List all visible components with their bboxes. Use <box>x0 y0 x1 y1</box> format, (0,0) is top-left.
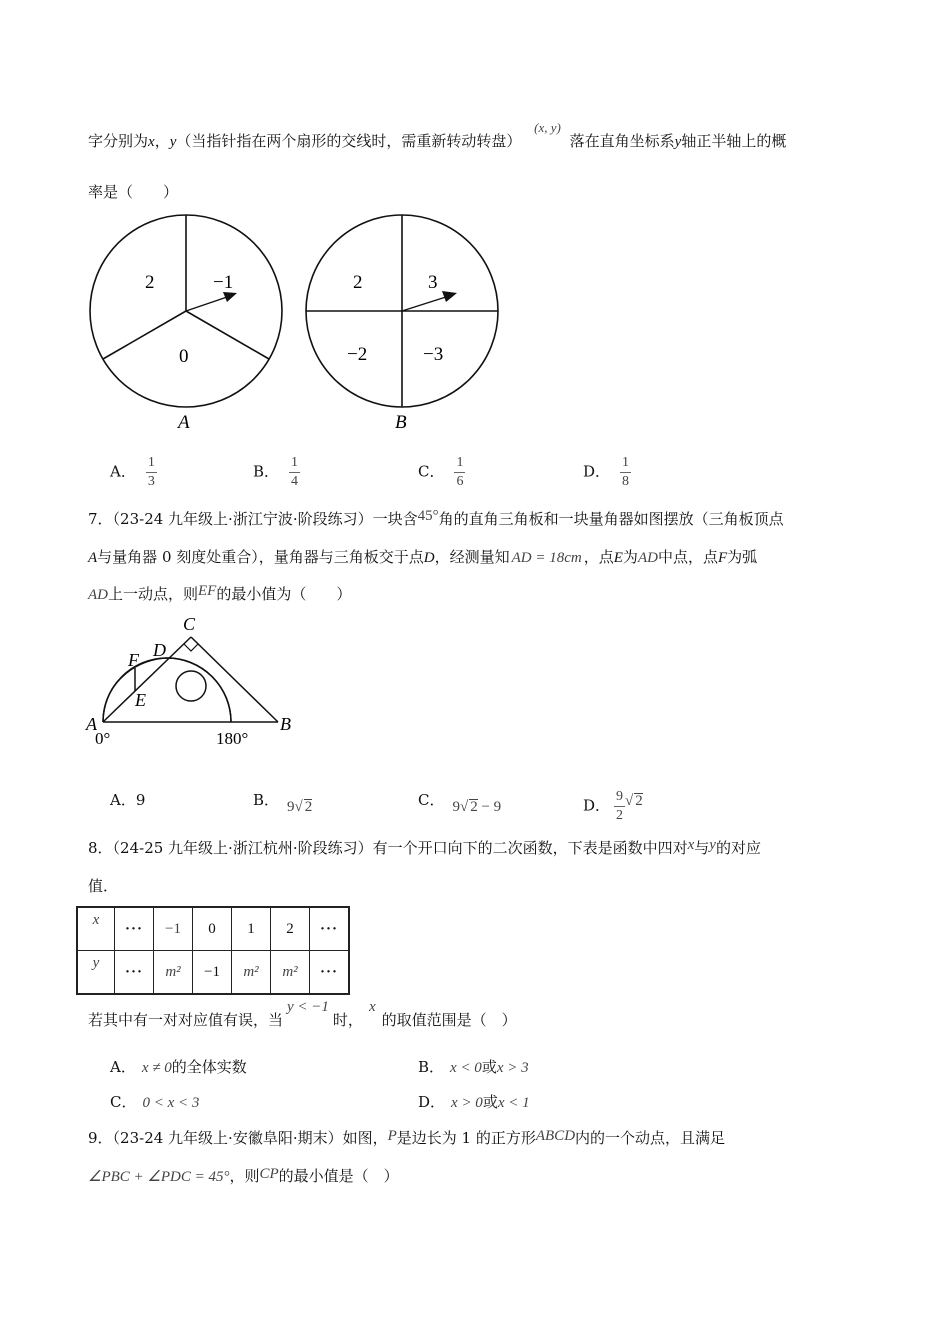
value-table <box>76 906 350 995</box>
var-x: x <box>148 134 155 150</box>
q7-text: 角的直角三角板和一块量角器如图摆放（三角板顶点 <box>438 510 784 528</box>
option-letter: D． <box>583 462 611 481</box>
q7-text-line3: AD上一动点，则EF的最小值为（ ） <box>88 583 352 603</box>
point-xy: (x, y) <box>534 120 561 135</box>
q9-text-line1: 9．（23-24 九年级上·安徽阜阳·期末）如图，P是边长为 1 的正方形ABCD内的一个动点，且满足 <box>88 1128 726 1147</box>
right-angle-mark-icon <box>184 644 198 651</box>
fraction: $\frac{1}{4}$ <box>291 455 299 489</box>
fraction: $\frac{1}{6}$ <box>456 455 464 489</box>
q7-text: 7．（23-24 九年级上·浙江宁波·阶段练习）一块含 <box>88 510 418 528</box>
sector-label: 3 <box>428 272 438 293</box>
spinner-b <box>306 215 498 433</box>
q8-option-b[interactable]: B． x < 0或x > 3 <box>418 1058 529 1076</box>
sector-label: −1 <box>213 272 234 293</box>
q7-text-line1 <box>88 509 784 530</box>
point-c-label: C <box>183 614 196 634</box>
q7-text-line2: A与量角器 0 刻度处重合），量角器与三角板交于点D，经测量知 AD = 18cm ，点E为AD中点，点F为弧 <box>88 548 758 566</box>
q6-option-a[interactable] <box>110 456 157 489</box>
q7-option-b[interactable]: B． 9√ 2 <box>253 791 313 815</box>
q8-option-d[interactable]: D． x > 0或x < 1 <box>418 1093 530 1111</box>
option-letter: A． <box>110 462 136 481</box>
spinner-a <box>90 215 282 433</box>
point-d-label: D <box>153 640 166 660</box>
q6-text: 字分别为 <box>88 132 149 150</box>
q6-text: 轴正半轴上的概 <box>681 132 787 150</box>
table-row-y: y ··· m² −1 m² m² ··· <box>77 951 349 995</box>
var-y: y <box>674 134 682 150</box>
q6-text-line2: 率是（ ） <box>88 183 179 201</box>
q7-option-a[interactable]: A．9 <box>110 791 146 809</box>
q6-text: 落在直角坐标系 <box>569 132 675 150</box>
q6-text: （当指针指在两个扇形的交线时，需重新转动转盘） <box>176 132 522 150</box>
q6-option-c[interactable] <box>418 456 465 489</box>
table-row-x: x ··· −1 0 1 2 ··· <box>77 907 349 951</box>
q9-text-line2: ∠PBC + ∠PDC = 45°，则CP的最小值是（ ） <box>88 1166 399 1185</box>
q8-text-line2: 值． <box>88 877 119 895</box>
point-f-label: F <box>128 650 139 670</box>
fraction: $\frac{1}{3}$ <box>147 455 155 489</box>
q6-option-b[interactable] <box>253 456 300 489</box>
q8-text-line1: 8．（24-25 九年级上·浙江杭州·阶段练习）有一个开口向下的二次函数，下表是函数中四对x与y的对应 <box>88 837 761 857</box>
triangle-protractor-figure <box>80 610 310 750</box>
option-letter: C． <box>418 462 445 481</box>
angle-45: 45° <box>417 508 439 524</box>
point-a-label: A <box>86 714 97 734</box>
q7-option-c[interactable]: C． 9√ 2 − 9 <box>418 791 502 815</box>
q7-option-d[interactable]: D． $\frac{9}{2}$ √ 2 <box>583 789 643 823</box>
protractor-arc <box>103 658 231 722</box>
q8-option-a[interactable]: A． x ≠ 0的全体实数 <box>110 1058 247 1076</box>
sector-label: 2 <box>145 272 155 293</box>
fraction: $\frac{1}{8}$ <box>622 455 630 489</box>
q6-text-line1 <box>88 120 787 152</box>
q6-option-d[interactable] <box>583 456 631 489</box>
zero-degree-label: 0° <box>95 729 111 748</box>
sector-label: 2 <box>353 272 363 293</box>
point-e-label: E <box>135 690 146 710</box>
spinner-b-label: B <box>395 412 407 433</box>
sector-label: −3 <box>423 344 444 365</box>
point-b-label: B <box>280 714 291 734</box>
q8-text-line3: 若其中有一对对应值有误，当y < −1时，x的取值范围是（ ） <box>88 999 517 1029</box>
sector-label: −2 <box>347 344 368 365</box>
spinners-figure <box>85 212 505 437</box>
pointer-arrow-icon <box>223 292 237 302</box>
option-letter: B． <box>253 462 280 481</box>
pointer-arrow-icon <box>442 291 457 302</box>
sector-label: 0 <box>179 346 189 367</box>
180-degree-label: 180° <box>216 729 249 748</box>
spinner-a-label: A <box>178 412 190 433</box>
var-y: y <box>169 134 177 150</box>
q8-option-c[interactable]: C． 0 < x < 3 <box>110 1093 200 1111</box>
comma: ， <box>154 132 170 150</box>
